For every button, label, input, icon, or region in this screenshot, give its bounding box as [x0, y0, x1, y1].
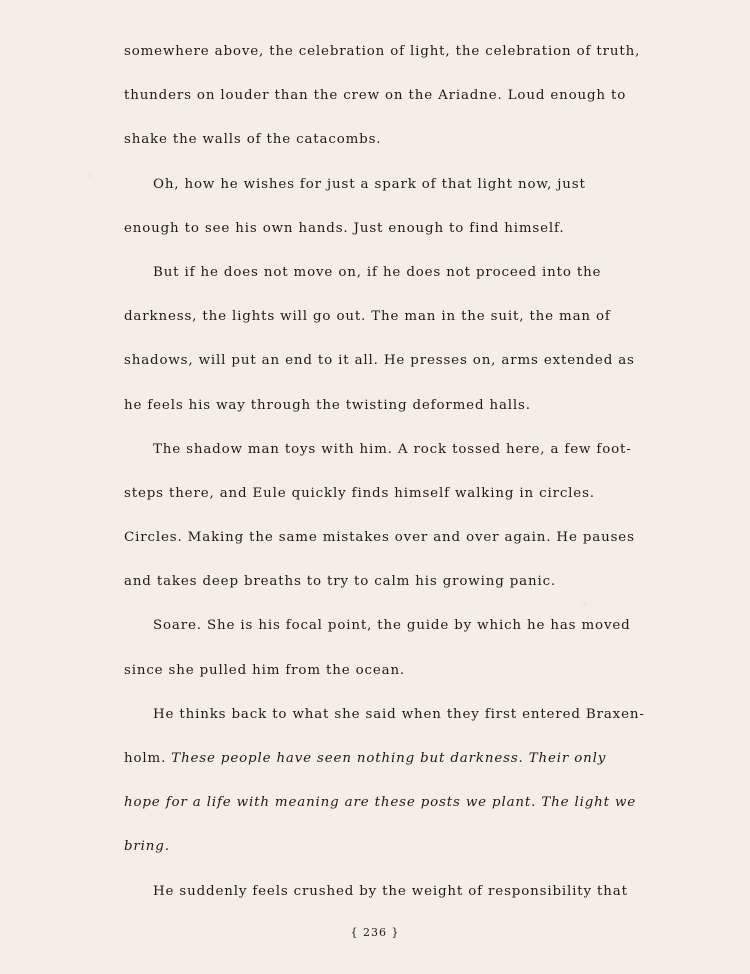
page-number: { 236 } — [350, 926, 400, 939]
paragraph-start-line: Oh, how he wishes for just a spark of that light now, just — [153, 176, 586, 192]
text-line: since she pulled him from the ocean. — [124, 662, 406, 678]
italic-quote-text: These people have seen nothing but darkness. Their only — [171, 751, 607, 766]
paragraph-start-line: He suddenly feels crushed by the weight of responsibility that — [153, 883, 628, 899]
mixed-style-line — [124, 737, 620, 781]
paragraph-start-line: But if he does not move on, if he does not proceed into the — [153, 264, 602, 280]
text-line: darkness, the lights will go out. The man in the suit, the man of — [124, 309, 611, 325]
body-text — [124, 30, 645, 914]
text-line: he feels his way through the twisting deformed halls. — [124, 397, 531, 413]
text-line: enough to see his own hands. Just enough to find himself. — [124, 220, 565, 236]
paragraph-start-line: He thinks back to what she said when they first entered Braxen- — [153, 706, 645, 722]
text-line: steps there, and Eule quickly finds himself walking in circles. — [124, 485, 595, 501]
text-line: somewhere above, the celebration of light, the celebration of truth, — [124, 44, 641, 59]
italic-quote-line: hope for a life with meaning are these posts we plant. The light we — [124, 795, 637, 811]
text-line: thunders on louder than the crew on the Ariadne. Loud enough to — [124, 88, 627, 104]
text-line: shadows, will put an end to it all. He presses on, arms extended as — [124, 353, 635, 369]
text-line: and takes deep breaths to try to calm his growing panic. — [124, 574, 557, 590]
text-line: Circles. Making the same mistakes over and over again. He pauses — [124, 530, 635, 546]
roman-text: holm. — [124, 751, 172, 766]
paragraph-start-line: Soare. She is his focal point, the guide by which he has moved — [153, 618, 631, 634]
text-line: shake the walls of the catacombs. — [124, 132, 382, 148]
italic-quote-line: bring. — [124, 839, 170, 855]
paragraph-start-line: The shadow man toys with him. A rock tossed here, a few foot- — [153, 441, 632, 457]
